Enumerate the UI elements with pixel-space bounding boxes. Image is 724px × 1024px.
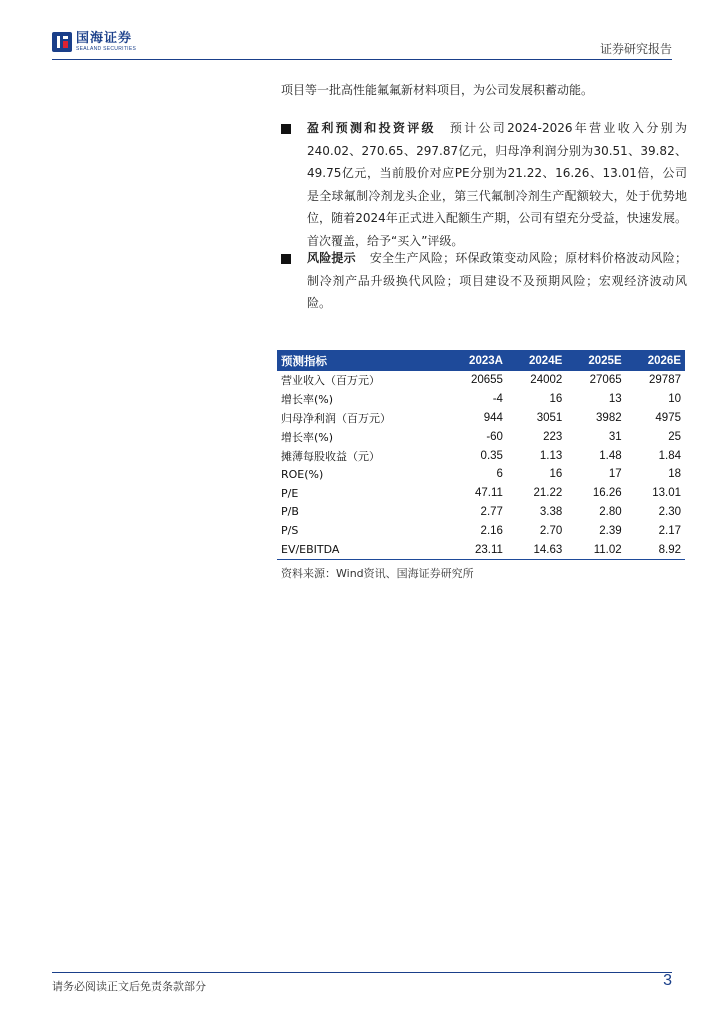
table-cell: 2.16 xyxy=(480,524,503,537)
table-row xyxy=(277,371,685,390)
table-source: 资料来源：Wind资讯、国海证券研究所 xyxy=(281,567,474,580)
table-row xyxy=(277,540,685,559)
table-cell: 10 xyxy=(668,393,681,406)
forecast-section xyxy=(307,117,687,252)
table-cell: 17 xyxy=(608,468,622,481)
table-cell: 营业收入（百万元） xyxy=(281,374,380,388)
table-row xyxy=(277,390,685,409)
report-type: 证券研究报告 xyxy=(599,42,672,56)
bullet-square-icon xyxy=(281,124,291,134)
table-cell: 3051 xyxy=(536,411,563,424)
risk-section xyxy=(307,247,687,315)
table-cell: 27065 xyxy=(589,374,622,387)
table-cell: EV/EBITDA xyxy=(277,540,447,559)
table-row xyxy=(277,465,685,484)
table-cell: P/S xyxy=(281,524,299,538)
table-cell: 3982 xyxy=(596,411,622,424)
table-cell: 归母净利润（百万元） xyxy=(281,411,391,425)
table-cell: 1.48 xyxy=(599,449,622,462)
intro-paragraph: 项目等一批高性能氟氟新材料项目，为公司发展积蓄动能。 xyxy=(281,83,594,97)
table-row xyxy=(277,409,685,428)
table-cell: 18 xyxy=(668,468,681,481)
table-cell: 4975 xyxy=(655,411,681,424)
forecast-table xyxy=(277,350,685,560)
table-cell: 223 xyxy=(543,430,563,443)
table-header-cell: 2025E xyxy=(566,350,625,371)
page-number: 3 xyxy=(663,972,672,989)
table-cell: 31 xyxy=(608,430,622,443)
table-cell: 3.38 xyxy=(539,505,563,518)
table-cell: P/B xyxy=(281,505,299,519)
table-cell: 1.84 xyxy=(658,449,681,462)
table-cell: 13 xyxy=(608,393,622,406)
table-row xyxy=(277,521,685,540)
table-cell: 2.70 xyxy=(539,524,563,537)
table-cell: 944 xyxy=(483,411,503,424)
table-cell: ROE(%) xyxy=(281,467,324,481)
footer-divider xyxy=(52,972,672,973)
table-cell: 2.80 xyxy=(599,505,622,518)
risk-text: 安全生产风险；环保政策变动风险；原材料价格波动风险；制冷剂产品升级换代风险；项目建设不及预期风险；宏观经济波动风险。 xyxy=(307,251,687,310)
header-divider xyxy=(52,59,672,60)
table-header-cell: 2026E xyxy=(626,350,685,371)
table-cell: 8.92 xyxy=(626,540,685,559)
footer-disclaimer: 请务必阅读正文后免责条款部分 xyxy=(52,980,206,993)
table-cell: 6 xyxy=(496,468,503,481)
table-cell: 0.35 xyxy=(480,449,503,462)
logo-name: 国海证券 xyxy=(76,31,133,46)
table-row xyxy=(277,446,685,465)
table-cell: 16 xyxy=(549,468,563,481)
table-cell: 14.63 xyxy=(507,540,566,559)
table-cell: 21.22 xyxy=(533,487,563,500)
logo-icon xyxy=(52,32,72,52)
forecast-text: 预计公司2024-2026年营业收入分别为240.02、270.65、297.87亿元，归母净利润分别为30.51、39.82、49.75亿元，当前股价对应PE分别为21.22、16.26、13.01倍，公司是全球氟制冷剂龙头企业，第三代氟制冷剂生产配额较大，处于优势地位，随着2024年正式进入配额生产期，公司有望充分受益，快速发展。首次覆盖，给予“买入”评级。 xyxy=(307,121,687,248)
table-cell: 29787 xyxy=(649,374,681,387)
table-cell: 24002 xyxy=(530,374,563,387)
table-header-cell: 预测指标 xyxy=(277,350,447,371)
table-row xyxy=(277,427,685,446)
table-cell: P/E xyxy=(281,486,299,500)
table-cell: 16 xyxy=(549,393,563,406)
table-cell: -60 xyxy=(486,430,503,443)
table-cell: 23.11 xyxy=(447,540,507,559)
table-cell: 47.11 xyxy=(475,487,503,500)
table-cell: 2.77 xyxy=(480,505,503,518)
table-cell: 增长率(%) xyxy=(281,430,334,444)
table-cell: 16.26 xyxy=(592,487,622,500)
table-cell: 13.01 xyxy=(652,487,681,500)
logo-english-name: SEALAND SECURITIES xyxy=(76,46,137,52)
table-header-row xyxy=(277,350,685,371)
table-cell: -4 xyxy=(492,393,503,406)
bullet-square-icon xyxy=(281,254,291,264)
table-header-cell: 2024E xyxy=(507,350,566,371)
table-cell: 2.30 xyxy=(658,505,681,518)
table-cell: 20655 xyxy=(470,374,503,387)
table-cell: 2.39 xyxy=(599,524,622,537)
table-cell: 11.02 xyxy=(566,540,625,559)
company-logo xyxy=(52,31,136,53)
risk-title: 风险提示 xyxy=(307,251,356,265)
forecast-title: 盈利预测和投资评级 xyxy=(307,121,436,135)
table-cell: 25 xyxy=(668,430,681,443)
table-row xyxy=(277,484,685,503)
table-cell: 2.17 xyxy=(658,524,681,537)
table-cell: 1.13 xyxy=(539,449,563,462)
table-row xyxy=(277,503,685,522)
table-cell: 增长率(%) xyxy=(281,393,334,407)
table-cell: 摊薄每股收益（元） xyxy=(281,449,380,463)
table-header-cell: 2023A xyxy=(447,350,507,371)
